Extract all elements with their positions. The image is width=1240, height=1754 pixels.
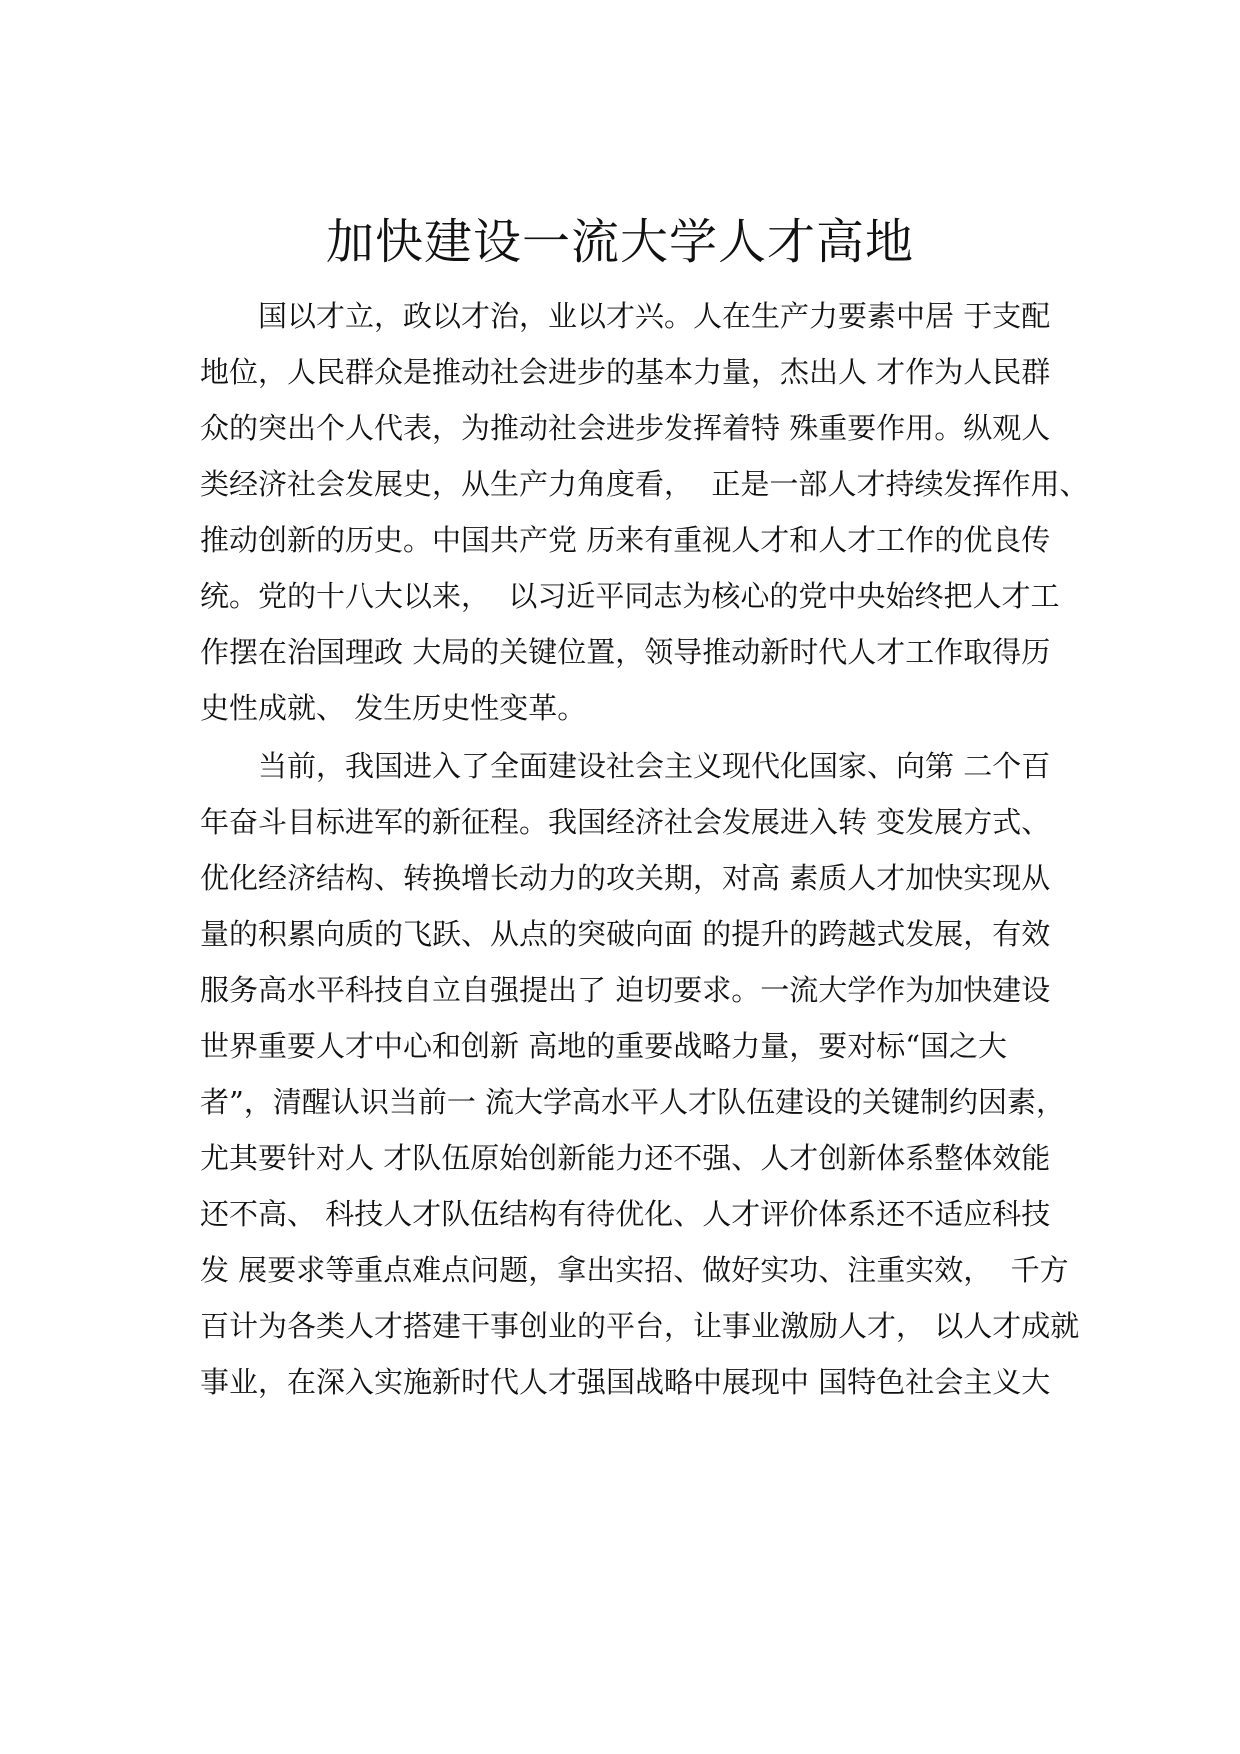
paragraph-line: 服务高水平科技自立自强提出了 迫切要求。一流大学作为加快建设 — [200, 973, 1051, 1007]
paragraph-line: 国以才立，政以才治，业以才兴。人在生产力要素中居 于支配 — [200, 299, 1051, 333]
paragraph-line: 发 展要求等重点难点问题，拿出实招、做好实功、注重实效， 千方 — [200, 1253, 1069, 1287]
paragraph-line: 推动创新的历史。中国共产党 历来有重视人才和人才工作的优良传 — [200, 523, 1051, 557]
paragraph-line: 世界重要人才中心和创新 高地的重要战略力量，要对标“国之大 — [200, 1029, 1008, 1063]
paragraph-line: 年奋斗目标进军的新征程。我国经济社会发展进入转 变发展方式、 — [200, 805, 1051, 839]
paragraph-line: 事业，在深入实施新时代人才强国战略中展现中 国特色社会主义大 — [200, 1365, 1051, 1399]
paragraph-line: 者”，清醒认识当前一 流大学高水平人才队伍建设的关键制约因素， — [200, 1085, 1066, 1119]
paragraph-line: 众的突出个人代表，为推动社会进步发挥着特 殊重要作用。纵观人 — [200, 411, 1051, 445]
paragraph-line: 统。党的十八大以来， 以习近平同志为核心的党中央始终把人才工 — [200, 579, 1060, 613]
paragraph-line: 优化经济结构、转换增长动力的攻关期，对高 素质人才加快实现从 — [200, 861, 1051, 895]
paragraph-line: 百计为各类人才搭建干事创业的平台，让事业激励人才， 以人才成就 — [200, 1309, 1080, 1343]
paragraph-line: 类经济社会发展史，从生产力角度看， 正是一部人才持续发挥作用、 — [200, 467, 1089, 501]
paragraph-line: 地位，人民群众是推动社会进步的基本力量，杰出人 才作为人民群 — [200, 355, 1051, 389]
paragraph-line: 还不高、 科技人才队伍结构有待优化、人才评价体系还不适应科技 — [200, 1197, 1051, 1231]
paragraph-line: 作摆在治国理政 大局的关键位置，领导推动新时代人才工作取得历 — [200, 635, 1051, 669]
paragraph-line: 史性成就、 发生历史性变革。 — [200, 691, 587, 725]
document-title: 加快建设一流大学人才高地 — [325, 214, 914, 270]
paragraph-line: 当前，我国进入了全面建设社会主义现代化国家、向第 二个百 — [200, 749, 1051, 783]
paragraph-line: 尤其要针对人 才队伍原始创新能力还不强、人才创新体系整体效能 — [200, 1141, 1051, 1175]
paragraph-line: 量的积累向质的飞跃、从点的突破向面 的提升的跨越式发展，有效 — [200, 917, 1051, 951]
